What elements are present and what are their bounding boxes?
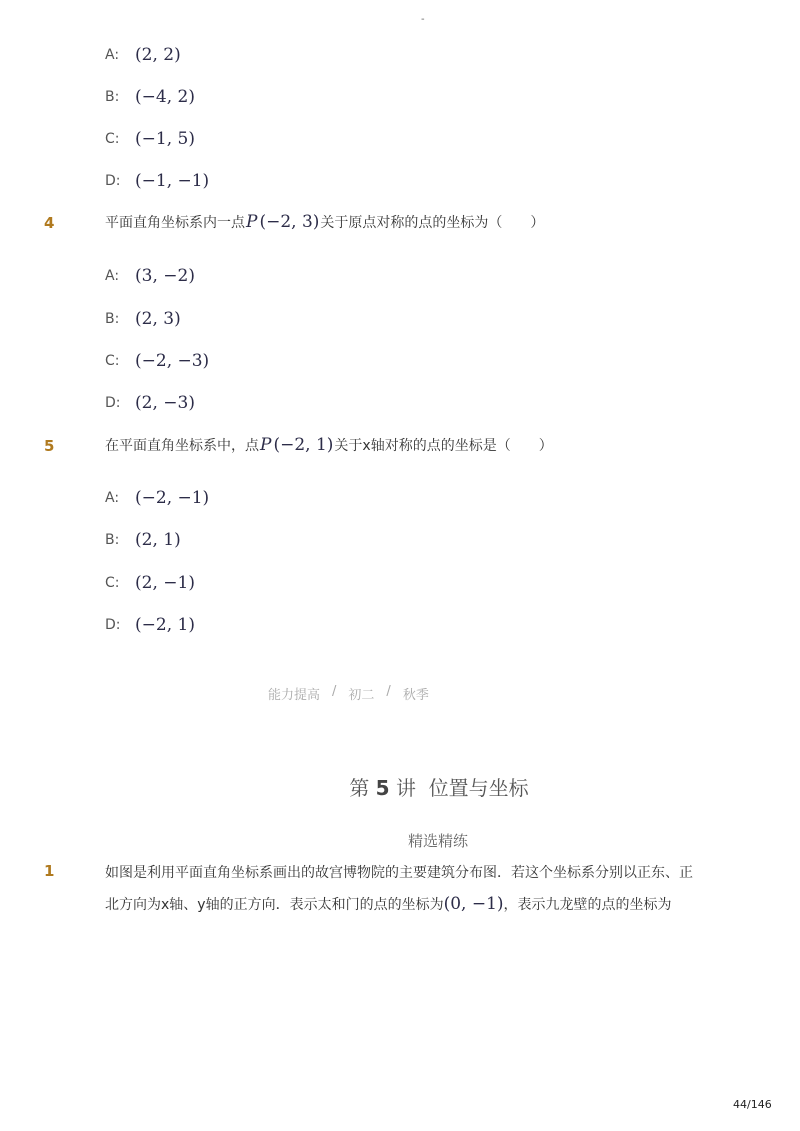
question-text (105, 856, 725, 920)
option-value: (2, −1) (135, 573, 195, 593)
option-a[interactable] (105, 486, 209, 510)
question-number: 5 (44, 437, 55, 455)
option-label: A: (105, 47, 120, 63)
question-text-after: 关于x轴对称的点的坐标是（ ） (334, 438, 553, 454)
option-d[interactable] (105, 613, 195, 637)
option-value: (2, 1) (135, 530, 181, 550)
option-d[interactable] (105, 391, 195, 415)
lecture-number: 5 (375, 776, 390, 800)
option-label: C: (105, 353, 120, 369)
option-label: B: (105, 532, 120, 548)
footer-course: 能力提高 (268, 688, 321, 703)
option-value: (2, 3) (135, 309, 181, 329)
option-c[interactable] (105, 571, 195, 595)
option-value: (2, −3) (135, 393, 195, 413)
question-text-after: 关于原点对称的点的坐标为（ ） (320, 215, 545, 231)
section-title: 精选精练 (407, 832, 468, 850)
option-a[interactable] (105, 43, 181, 67)
option-c[interactable] (105, 349, 209, 373)
option-label: D: (105, 395, 121, 411)
point-coordinates: (−2, 3) (259, 212, 320, 232)
option-value: (−2, −1) (135, 488, 210, 508)
footer-separator: / (386, 684, 391, 699)
question-line (105, 888, 725, 920)
lecture-suffix: 讲 (395, 776, 416, 800)
option-c[interactable] (105, 127, 195, 151)
point-coordinates: (0, −1) (443, 894, 504, 914)
option-value: (−1, −1) (135, 171, 210, 191)
option-label: D: (105, 617, 121, 633)
option-label: A: (105, 490, 120, 506)
question-text-before: 在平面直角坐标系中，点 (105, 438, 259, 454)
point-variable: P (260, 435, 272, 455)
page-footer-breadcrumb (268, 684, 429, 703)
option-b[interactable] (105, 528, 181, 552)
option-value: (−2, −3) (135, 351, 210, 371)
question-text (105, 435, 553, 455)
option-value: (−1, 5) (135, 129, 195, 149)
question-number: 1 (44, 862, 55, 880)
page-number: 44/146 (733, 1098, 772, 1111)
option-label: B: (105, 311, 120, 327)
page-top-mark: - (421, 14, 425, 25)
option-label: C: (105, 131, 120, 147)
option-value: (−2, 1) (135, 615, 195, 635)
option-label: D: (105, 173, 121, 189)
lecture-prefix: 第 (349, 776, 370, 800)
question-text-after: ，表示九龙壁的点的坐标为 (503, 897, 672, 913)
option-label: C: (105, 575, 120, 591)
footer-term: 秋季 (402, 688, 429, 703)
lecture-name: 位置与坐标 (428, 776, 529, 800)
footer-separator: / (332, 684, 337, 699)
footer-grade: 初二 (348, 688, 375, 703)
question-text-before: 平面直角坐标系内一点 (105, 215, 245, 231)
option-a[interactable] (105, 264, 195, 288)
point-coordinates: (−2, 1) (273, 435, 334, 455)
option-b[interactable] (105, 85, 195, 109)
lecture-title (0, 772, 800, 801)
option-value: (−4, 2) (135, 87, 195, 107)
question-text (105, 212, 544, 232)
option-value: (3, −2) (135, 266, 195, 286)
point-variable: P (246, 212, 258, 232)
option-d[interactable] (105, 169, 209, 193)
option-value: (2, 2) (135, 45, 181, 65)
option-b[interactable] (105, 307, 181, 331)
question-number: 4 (44, 214, 55, 232)
question-text-before: 北方向为x轴、y轴的正方向．表示太和门的点的坐标为 (105, 897, 444, 913)
question-line: 如图是利用平面直角坐标系画出的故宫博物院的主要建筑分布图．若这个坐标系分别以正东、正 (105, 865, 693, 881)
option-label: B: (105, 89, 120, 105)
option-label: A: (105, 268, 120, 284)
